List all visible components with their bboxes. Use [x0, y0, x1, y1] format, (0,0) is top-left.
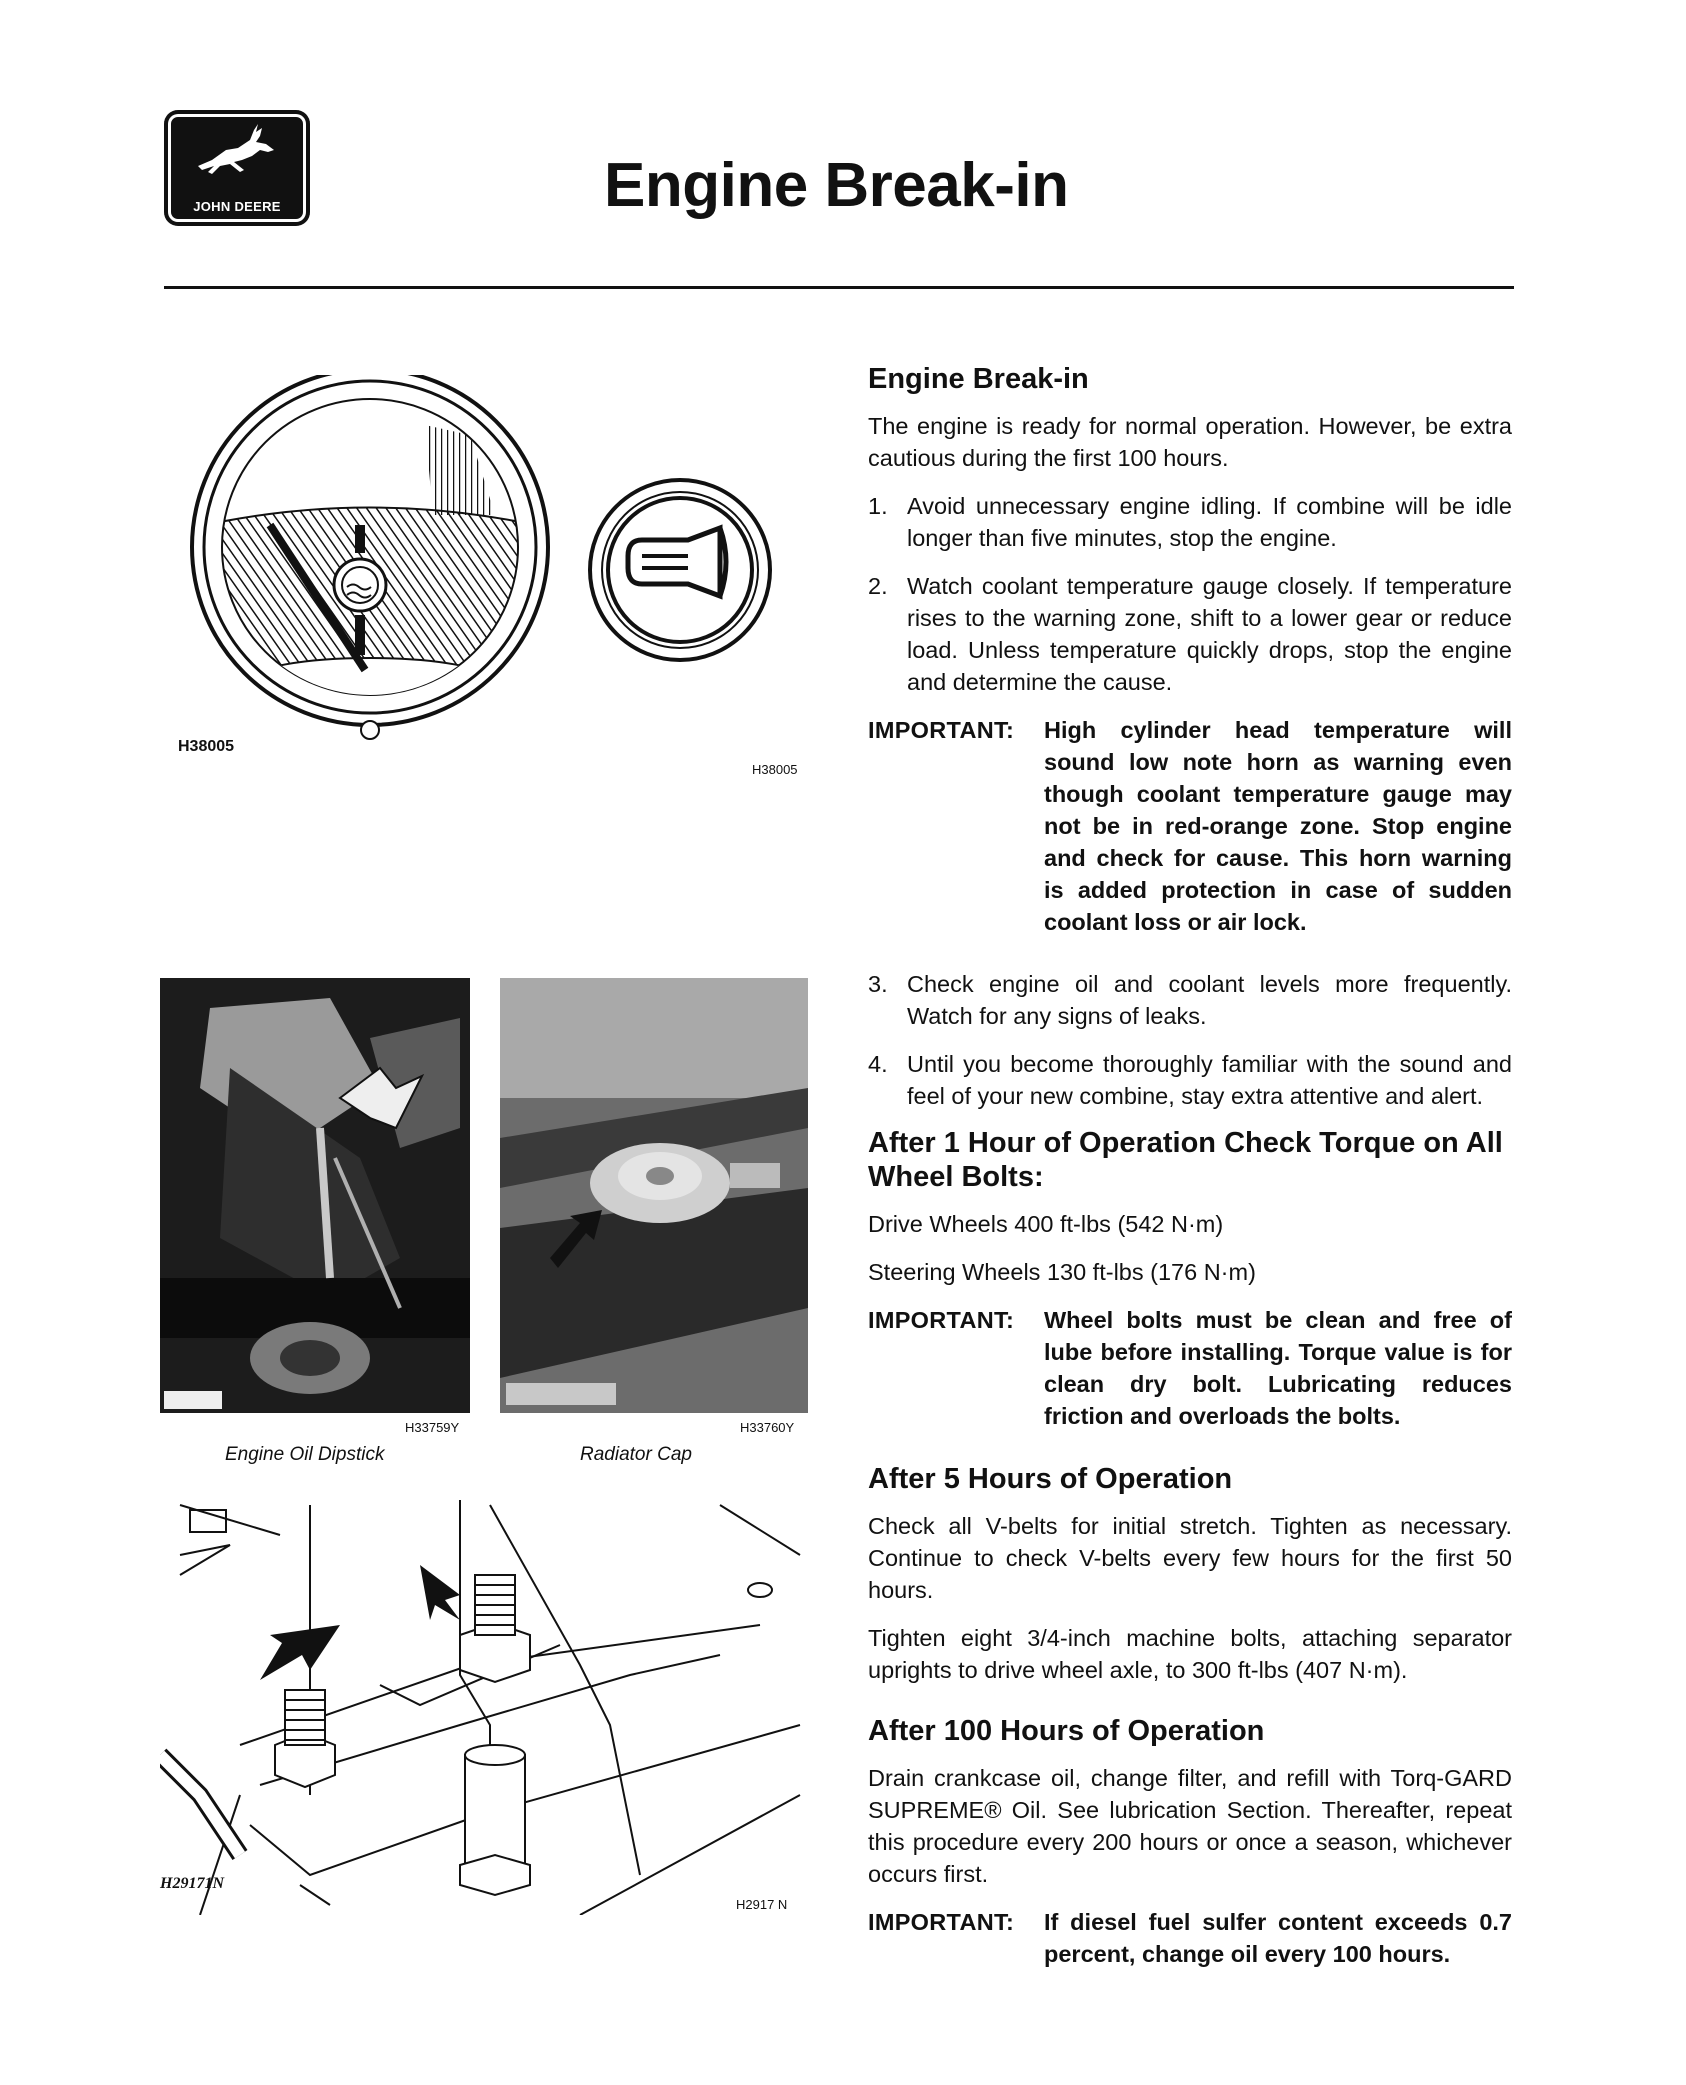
bolts-code-left: H29171N — [160, 1875, 224, 1892]
wheel-bolts-illustration — [160, 1495, 810, 1915]
text-column — [868, 362, 1512, 1970]
important-label: IMPORTANT: — [868, 1307, 1015, 1333]
radiator-code: H33760Y — [740, 1420, 795, 1435]
temperature-gauge-illustration — [165, 375, 625, 755]
horn-icon — [628, 528, 726, 596]
important-note — [868, 1906, 1512, 1970]
arrow-icon — [260, 1625, 340, 1680]
gauge-code-left: H38005 — [178, 738, 235, 755]
page-title: Engine Break-in — [604, 151, 1069, 220]
steering-wheels-torque: Steering Wheels 130 ft-lbs (176 N·m) — [868, 1259, 1256, 1285]
section-100hours-p1: Drain crankcase oil, change filter, and refill with Torq-GARD SUPREME® Oil. See lubrication Section. Thereafter, repeat this procedure every 200 hours or once a season, whichever occurs first. — [868, 1765, 1512, 1887]
section-1hour-heading: After 1 Hour of Operation Check Torque on All Wheel Bolts: — [868, 1127, 1503, 1193]
list-item: 4. Until you become thoroughly familiar with the sound and feel of your new combine, stay extra attentive and alert. — [868, 1051, 1512, 1109]
logo-text: JOHN DEERE — [193, 199, 281, 214]
section-5hours-p1: Check all V-belts for initial stretch. Tighten as necessary. Continue to check V-belts every few hours for the first 50 hours. — [868, 1513, 1512, 1603]
deer-icon — [192, 120, 282, 184]
arrow-icon — [420, 1565, 460, 1620]
section-100hours-heading: After 100 Hours of Operation — [868, 1715, 1265, 1747]
bolts-code-right: H2917 N — [736, 1897, 788, 1912]
important-label: IMPORTANT: — [868, 1909, 1015, 1935]
dipstick-caption: Engine Oil Dipstick — [225, 1444, 385, 1465]
drive-wheels-torque: Drive Wheels 400 ft-lbs (542 N·m) — [868, 1211, 1224, 1237]
header-divider — [164, 286, 1514, 289]
engine-oil-dipstick-photo — [160, 978, 470, 1413]
list-item: 2. Watch coolant temperature gauge closely. If temperature rises to the warning zone, shift to a lower gear or reduce load. Unless temperature quickly drops, stop the engine and determine the cause. — [868, 573, 1512, 695]
intro-heading: Engine Break-in — [868, 363, 1089, 395]
radiator-caption: Radiator Cap — [580, 1444, 692, 1465]
important-text: If diesel fuel sulfer content exceeds 0.7 percent, change oil every 100 hours. — [1044, 1909, 1512, 1967]
important-text: Wheel bolts must be clean and free of lube before installing. Torque value is for clean dry bolt. Lubricating reduces friction and overloads the bolts. — [1044, 1307, 1512, 1429]
radiator-cap-photo — [500, 978, 808, 1413]
important-label: IMPORTANT: — [868, 717, 1015, 743]
section-5hours-p2: Tighten eight 3/4-inch machine bolts, attaching separator uprights to drive wheel axle, to 300 ft-lbs (407 N·m). — [868, 1625, 1512, 1683]
important-note — [868, 714, 1512, 938]
list-item: 1. Avoid unnecessary engine idling. If combine will be idle longer than five minutes, stop the engine. — [868, 493, 1512, 551]
section-5hours-heading: After 5 Hours of Operation — [868, 1463, 1233, 1495]
intro-text: The engine is ready for normal operation. However, be extra cautious during the first 100 hours. — [868, 413, 1512, 471]
dipstick-code: H33759Y — [405, 1420, 460, 1435]
john-deere-logo — [164, 110, 310, 226]
gauge-code-right: H38005 — [752, 762, 798, 777]
list-item: 3. Check engine oil and coolant levels more frequently. Watch for any signs of leaks. — [868, 971, 1512, 1029]
important-note — [868, 1304, 1512, 1432]
important-text: High cylinder head temperature will sound low note horn as warning even though coolant temperature gauge may not be in red-orange zone. Stop engine and check for cause. This horn warning is added protection in case of sudden coolant loss or air lock. — [1044, 717, 1512, 935]
horn-indicator-illustration — [580, 470, 780, 670]
